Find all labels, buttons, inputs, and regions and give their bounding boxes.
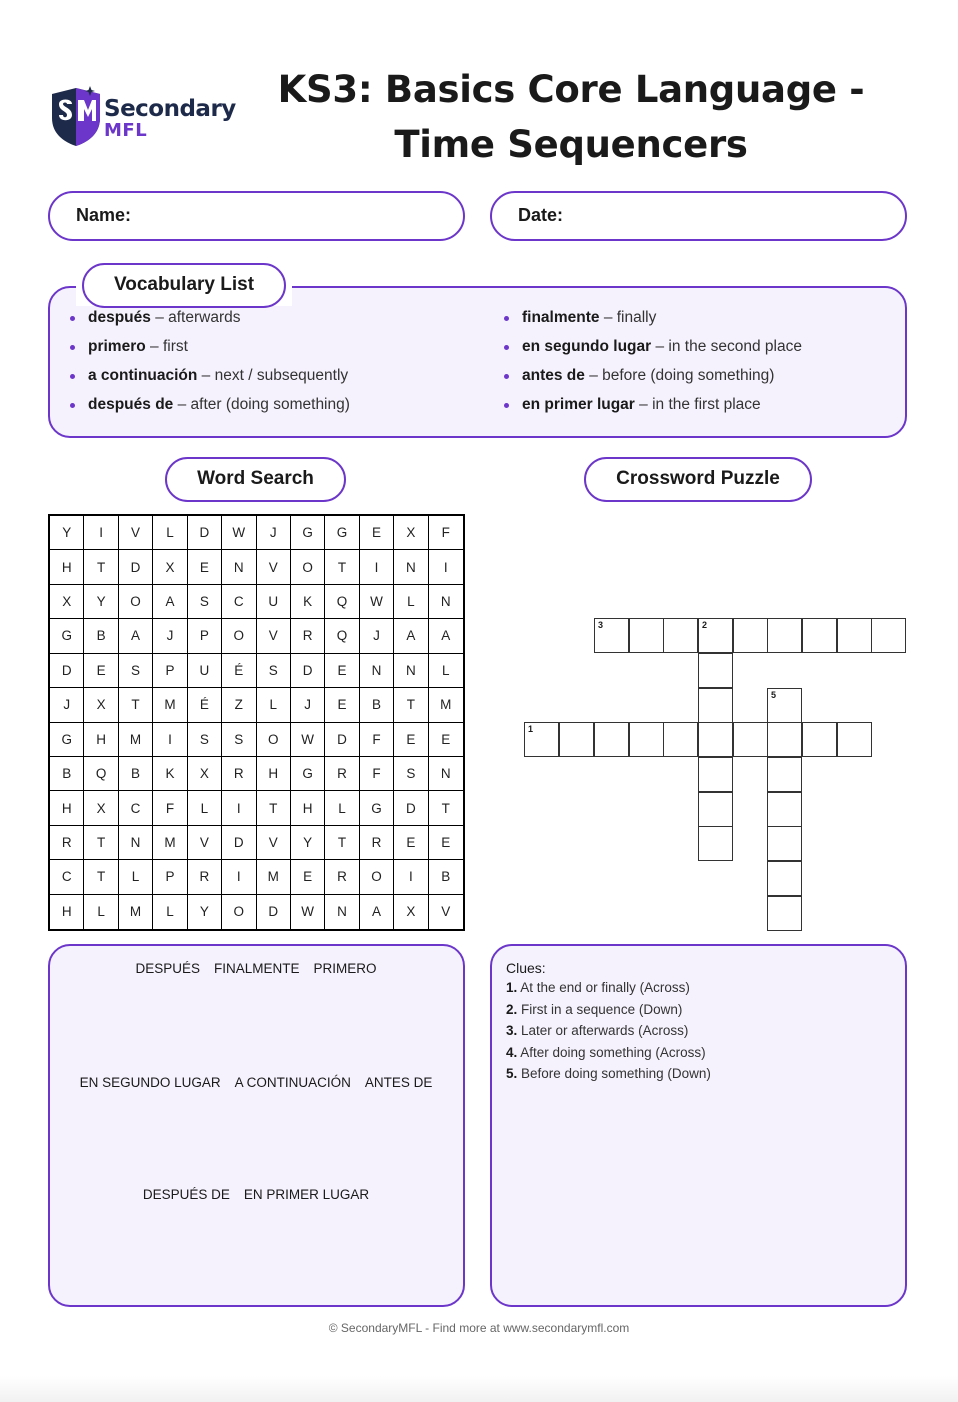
crossword-cell[interactable] <box>733 618 768 653</box>
word-search-cell[interactable]: J <box>360 619 394 653</box>
clue-item <box>506 1002 682 1017</box>
word-bank-row <box>50 1187 462 1202</box>
vocab-item <box>70 394 350 423</box>
word-search-cell[interactable]: K <box>291 585 325 619</box>
vocab-term: en primer lugar <box>522 396 635 413</box>
word-search-cell[interactable]: T <box>119 688 153 722</box>
logo-submark: MFL <box>104 120 148 141</box>
word-search-heading: Word Search <box>165 457 346 502</box>
word-search-cell[interactable]: I <box>394 860 428 894</box>
page-title: KS3: Basics Core Language - Time Sequencers <box>277 68 865 166</box>
word-search-cell[interactable]: O <box>291 550 325 584</box>
clue-number: 3 <box>598 620 604 630</box>
word-search-cell[interactable]: F <box>429 516 463 550</box>
word-search-cell[interactable]: J <box>291 688 325 722</box>
clue-item <box>506 1066 711 1081</box>
word-search-cell[interactable]: P <box>153 654 187 688</box>
clue-item <box>506 980 690 995</box>
word-search-cell[interactable]: I <box>360 550 394 584</box>
word-search-cell[interactable]: N <box>394 654 428 688</box>
word-search-cell[interactable]: V <box>257 826 291 860</box>
clue-num: 1. <box>506 980 518 995</box>
logo <box>50 84 240 150</box>
word-search-cell[interactable]: X <box>84 688 118 722</box>
word-search-cell[interactable]: L <box>394 585 428 619</box>
word-search-cell[interactable]: X <box>84 791 118 825</box>
word-search-cell[interactable]: D <box>222 826 256 860</box>
vocab-meaning: – finally <box>599 309 657 326</box>
word-bank-item: EN PRIMER LUGAR <box>243 1187 370 1202</box>
word-search-cell[interactable]: B <box>429 860 463 894</box>
vocab-item <box>70 307 350 336</box>
word-search-cell[interactable]: S <box>394 757 428 791</box>
word-bank-item: PRIMERO <box>313 961 377 976</box>
crossword-cell[interactable] <box>871 618 906 653</box>
word-search-cell[interactable]: E <box>325 688 359 722</box>
word-search-cell[interactable]: C <box>50 860 84 894</box>
clue-text: Later or afterwards (Across) <box>517 1023 689 1038</box>
word-search-cell[interactable]: X <box>394 516 428 550</box>
word-search-cell[interactable]: D <box>50 654 84 688</box>
word-search-cell[interactable]: Q <box>325 585 359 619</box>
crossword-cell[interactable] <box>629 722 664 757</box>
vocab-meaning: – afterwards <box>150 309 241 326</box>
word-search-cell[interactable]: R <box>325 860 359 894</box>
word-search-cell[interactable]: T <box>84 826 118 860</box>
word-search-cell[interactable]: S <box>222 723 256 757</box>
word-bank-item: FINALMENTE <box>214 961 300 976</box>
word-search-cell[interactable]: M <box>257 860 291 894</box>
date-label: Date: <box>518 205 564 225</box>
word-bank-panel <box>48 944 465 1307</box>
vocab-term: en segundo lugar <box>522 338 652 355</box>
word-search-cell[interactable]: O <box>222 895 256 929</box>
crossword-cell[interactable] <box>594 618 629 653</box>
clue-item <box>506 1023 688 1038</box>
word-bank-item: A CONTINUACIÓN <box>234 1075 351 1090</box>
clue-text: At the end or finally (Across) <box>517 980 690 995</box>
vocab-list-left <box>70 307 350 423</box>
word-search-cell[interactable]: H <box>291 791 325 825</box>
word-search-cell[interactable]: Y <box>188 895 222 929</box>
word-search-cell[interactable]: N <box>119 826 153 860</box>
word-search-cell[interactable]: T <box>257 791 291 825</box>
clues-panel <box>490 944 907 1307</box>
clue-text: First in a sequence (Down) <box>517 1002 683 1017</box>
clue-text: After doing something (Across) <box>517 1045 706 1060</box>
word-search-cell[interactable]: L <box>153 895 187 929</box>
word-search-cell[interactable]: Y <box>50 516 84 550</box>
crossword-cell[interactable] <box>767 896 802 931</box>
word-bank-item: DESPUÉS DE <box>142 1187 230 1202</box>
word-search-cell[interactable]: W <box>222 516 256 550</box>
word-search-cell[interactable]: N <box>360 654 394 688</box>
word-search-cell[interactable]: E <box>291 860 325 894</box>
crossword-cell[interactable] <box>559 722 594 757</box>
word-search-cell[interactable]: T <box>325 550 359 584</box>
crossword-cell[interactable] <box>698 826 733 861</box>
word-search-cell[interactable]: A <box>119 619 153 653</box>
word-search-cell[interactable]: V <box>441 904 451 920</box>
word-search-cell[interactable]: M <box>119 723 153 757</box>
word-search-cell[interactable]: L <box>325 791 359 825</box>
crossword-cell[interactable] <box>837 618 872 653</box>
word-search-cell[interactable]: X <box>188 757 222 791</box>
word-search-cell[interactable]: C <box>222 585 256 619</box>
crossword-cell[interactable] <box>837 722 872 757</box>
word-search-cell[interactable]: R <box>222 757 256 791</box>
crossword-cell[interactable] <box>698 722 733 757</box>
word-search-cell[interactable]: N <box>429 757 463 791</box>
word-search-cell[interactable]: H <box>257 757 291 791</box>
vocab-meaning: – in the first place <box>634 396 761 413</box>
word-search-cell[interactable]: É <box>222 654 256 688</box>
word-search-cell[interactable]: N <box>429 585 463 619</box>
word-search-cell[interactable]: É <box>188 688 222 722</box>
word-search-cell[interactable]: R <box>291 619 325 653</box>
crossword-cell[interactable] <box>733 722 768 757</box>
page-bottom-edge <box>0 1376 958 1402</box>
word-search-cell[interactable]: E <box>429 826 463 860</box>
word-search-cell[interactable]: V <box>188 826 222 860</box>
word-search-cell[interactable]: E <box>360 516 394 550</box>
footer-credit: © SecondaryMFL - Find more at www.secondarymfl.com <box>328 1321 630 1335</box>
vocab-list-right <box>504 307 802 423</box>
word-search-cell[interactable]: H <box>50 550 84 584</box>
vocab-meaning: – in the second place <box>651 338 802 355</box>
word-search-cell[interactable]: Z <box>222 688 256 722</box>
crossword-cell[interactable] <box>767 688 802 723</box>
word-search-cell[interactable]: S <box>188 723 222 757</box>
word-search-cell[interactable]: O <box>119 585 153 619</box>
word-search-cell[interactable]: D <box>394 791 428 825</box>
crossword-cell[interactable] <box>663 618 698 653</box>
word-search-cell[interactable]: J <box>50 688 84 722</box>
vocab-heading: Vocabulary List <box>82 263 286 308</box>
word-search-cell[interactable]: D <box>119 550 153 584</box>
word-search-cell[interactable]: T <box>84 550 118 584</box>
word-search-cell[interactable]: S <box>188 585 222 619</box>
vocab-item <box>70 336 350 365</box>
word-search-cell[interactable]: E <box>325 654 359 688</box>
word-search-cell[interactable]: O <box>222 619 256 653</box>
word-bank-item: ANTES DE <box>364 1075 433 1090</box>
clue-item <box>506 1045 706 1060</box>
word-search-cell[interactable]: X <box>394 895 428 929</box>
clue-num: 3. <box>506 1023 518 1038</box>
word-search-cell[interactable]: E <box>394 826 428 860</box>
crossword-cell[interactable] <box>698 618 733 653</box>
crossword-cell[interactable] <box>767 618 802 653</box>
word-search-cell[interactable]: M <box>153 826 187 860</box>
crossword-cell[interactable] <box>698 688 733 723</box>
word-search-cell[interactable]: I <box>429 550 463 584</box>
word-search-cell[interactable]: G <box>325 516 359 550</box>
word-search-cell[interactable]: D <box>325 723 359 757</box>
word-search-cell[interactable]: R <box>360 826 394 860</box>
clues-title: Clues: <box>506 960 546 976</box>
word-search-cell[interactable]: F <box>153 791 187 825</box>
word-search-cell[interactable]: G <box>360 791 394 825</box>
word-search-cell[interactable]: T <box>84 860 118 894</box>
logo-wordmark: Secondary <box>104 96 236 122</box>
word-search-cell[interactable]: H <box>84 723 118 757</box>
crossword-cell[interactable] <box>698 653 733 688</box>
clue-num: 2. <box>506 1002 518 1017</box>
crossword-cell[interactable] <box>594 722 629 757</box>
word-search-cell[interactable]: K <box>153 757 187 791</box>
vocab-term: después <box>88 309 151 326</box>
word-search-cell[interactable]: E <box>429 723 463 757</box>
word-bank-row <box>50 961 462 976</box>
word-search-cell[interactable]: I <box>84 516 118 550</box>
word-search-cell[interactable]: X <box>50 585 84 619</box>
word-search-cell[interactable]: B <box>84 619 118 653</box>
word-search-cell[interactable]: C <box>119 791 153 825</box>
word-search-cell[interactable]: M <box>153 688 187 722</box>
vocab-term: después de <box>88 396 174 413</box>
word-bank-item: EN SEGUNDO LUGAR <box>79 1075 221 1090</box>
word-search-cell[interactable]: F <box>360 723 394 757</box>
vocab-meaning: – after (doing something) <box>173 396 350 413</box>
date-field[interactable] <box>490 191 907 241</box>
word-search-cell[interactable]: W <box>291 895 325 929</box>
word-search-cell[interactable]: L <box>119 860 153 894</box>
vocab-meaning: – before (doing something) <box>584 367 775 384</box>
word-search-cell[interactable]: J <box>257 516 291 550</box>
word-search-cell[interactable]: Q <box>84 757 118 791</box>
vocab-item <box>504 394 802 423</box>
word-search-cell[interactable]: L <box>429 654 463 688</box>
word-search-cell[interactable]: T <box>394 688 428 722</box>
crossword-cell[interactable] <box>767 722 802 757</box>
word-search-cell[interactable]: N <box>394 550 428 584</box>
clue-num: 4. <box>506 1045 518 1060</box>
word-search-cell[interactable]: W <box>291 723 325 757</box>
word-search-cell[interactable]: N <box>222 550 256 584</box>
word-search-cell[interactable]: R <box>325 757 359 791</box>
word-search-cell[interactable]: S <box>119 654 153 688</box>
word-search-cell[interactable]: H <box>50 791 84 825</box>
word-search-cell[interactable]: V <box>257 550 291 584</box>
crossword-cell[interactable] <box>802 618 837 653</box>
vocab-term: a continuación <box>88 367 198 384</box>
word-search-grid <box>48 514 465 931</box>
crossword-cell[interactable] <box>767 861 802 896</box>
word-search-cell[interactable]: G <box>291 516 325 550</box>
word-search-cell[interactable]: N <box>325 895 359 929</box>
word-search-cell[interactable]: X <box>153 550 187 584</box>
word-search-cell[interactable]: J <box>153 619 187 653</box>
vocab-item <box>504 307 802 336</box>
vocab-item <box>70 365 350 394</box>
crossword-cell[interactable] <box>767 757 802 792</box>
crossword-cell[interactable] <box>698 792 733 827</box>
word-search-cell[interactable]: D <box>188 516 222 550</box>
word-search-cell[interactable]: R <box>188 860 222 894</box>
clue-number: 1 <box>528 724 534 734</box>
word-search-cell[interactable]: O <box>257 723 291 757</box>
word-search-cell[interactable]: B <box>50 757 84 791</box>
word-search-cell[interactable]: V <box>257 619 291 653</box>
word-search-cell[interactable]: P <box>153 860 187 894</box>
word-search-cell[interactable]: Y <box>291 826 325 860</box>
word-search-cell[interactable]: U <box>188 654 222 688</box>
vocab-term: primero <box>88 338 146 355</box>
crossword-cell[interactable] <box>767 826 802 861</box>
word-search-cell[interactable]: U <box>257 585 291 619</box>
clue-number: 2 <box>702 620 708 630</box>
vocab-meaning: – first <box>145 338 188 355</box>
word-search-cell[interactable]: A <box>394 619 428 653</box>
clue-text: Before doing something (Down) <box>517 1066 711 1081</box>
vocab-term: antes de <box>522 367 585 384</box>
word-search-cell[interactable]: A <box>360 895 394 929</box>
name-label: Name: <box>76 205 132 225</box>
word-search-cell[interactable]: I <box>153 723 187 757</box>
crossword-cell[interactable] <box>629 618 664 653</box>
clue-num: 5. <box>506 1066 518 1081</box>
word-search-cell[interactable]: L <box>257 688 291 722</box>
word-search-cell[interactable]: V <box>119 516 153 550</box>
word-search-cell[interactable]: A <box>429 619 463 653</box>
word-search-cell[interactable]: H <box>50 895 84 929</box>
crossword-cell[interactable] <box>663 722 698 757</box>
word-search-cell[interactable]: T <box>325 826 359 860</box>
word-search-cell[interactable]: B <box>360 688 394 722</box>
logo-mark-icon <box>50 84 102 150</box>
word-search-cell[interactable]: D <box>291 654 325 688</box>
word-search-cell[interactable]: I <box>222 791 256 825</box>
word-search-cell[interactable]: S <box>257 654 291 688</box>
word-search-cell[interactable]: F <box>360 757 394 791</box>
word-search-cell[interactable]: E <box>84 654 118 688</box>
word-search-cell[interactable]: A <box>153 585 187 619</box>
vocab-item <box>504 336 802 365</box>
word-search-cell[interactable]: O <box>360 860 394 894</box>
crossword-cell[interactable] <box>802 722 837 757</box>
word-search-cell[interactable]: L <box>188 791 222 825</box>
word-search-cell[interactable]: Y <box>84 585 118 619</box>
vocab-meaning: – next / subsequently <box>197 367 349 384</box>
word-search-cell[interactable]: E <box>188 550 222 584</box>
crossword-cell[interactable] <box>767 792 802 827</box>
vocab-term: finalmente <box>522 309 600 326</box>
word-search-cell[interactable]: Q <box>325 619 359 653</box>
clue-number: 5 <box>771 690 777 700</box>
word-search-cell[interactable]: G <box>291 757 325 791</box>
word-search-cell[interactable]: R <box>50 826 84 860</box>
word-search-cell[interactable]: B <box>119 757 153 791</box>
crossword-cell[interactable] <box>698 757 733 792</box>
word-search-cell[interactable]: M <box>429 688 463 722</box>
word-search-cell[interactable]: L <box>84 895 118 929</box>
word-search-cell[interactable]: P <box>188 619 222 653</box>
vocab-item <box>504 365 802 394</box>
word-bank-row <box>50 1075 462 1090</box>
name-field[interactable] <box>48 191 465 241</box>
crossword-heading: Crossword Puzzle <box>584 457 812 502</box>
word-search-cell[interactable]: M <box>119 895 153 929</box>
word-search-cell[interactable]: G <box>50 619 84 653</box>
word-bank-item: DESPUÉS <box>135 961 200 976</box>
crossword-cell[interactable] <box>524 722 559 757</box>
word-search-cell[interactable]: T <box>429 791 463 825</box>
word-search-cell[interactable]: W <box>360 585 394 619</box>
word-search-cell[interactable]: L <box>153 516 187 550</box>
word-search-cell[interactable]: D <box>257 895 291 929</box>
word-search-cell[interactable]: I <box>222 860 256 894</box>
word-search-cell[interactable]: G <box>50 723 84 757</box>
word-search-cell[interactable]: E <box>394 723 428 757</box>
